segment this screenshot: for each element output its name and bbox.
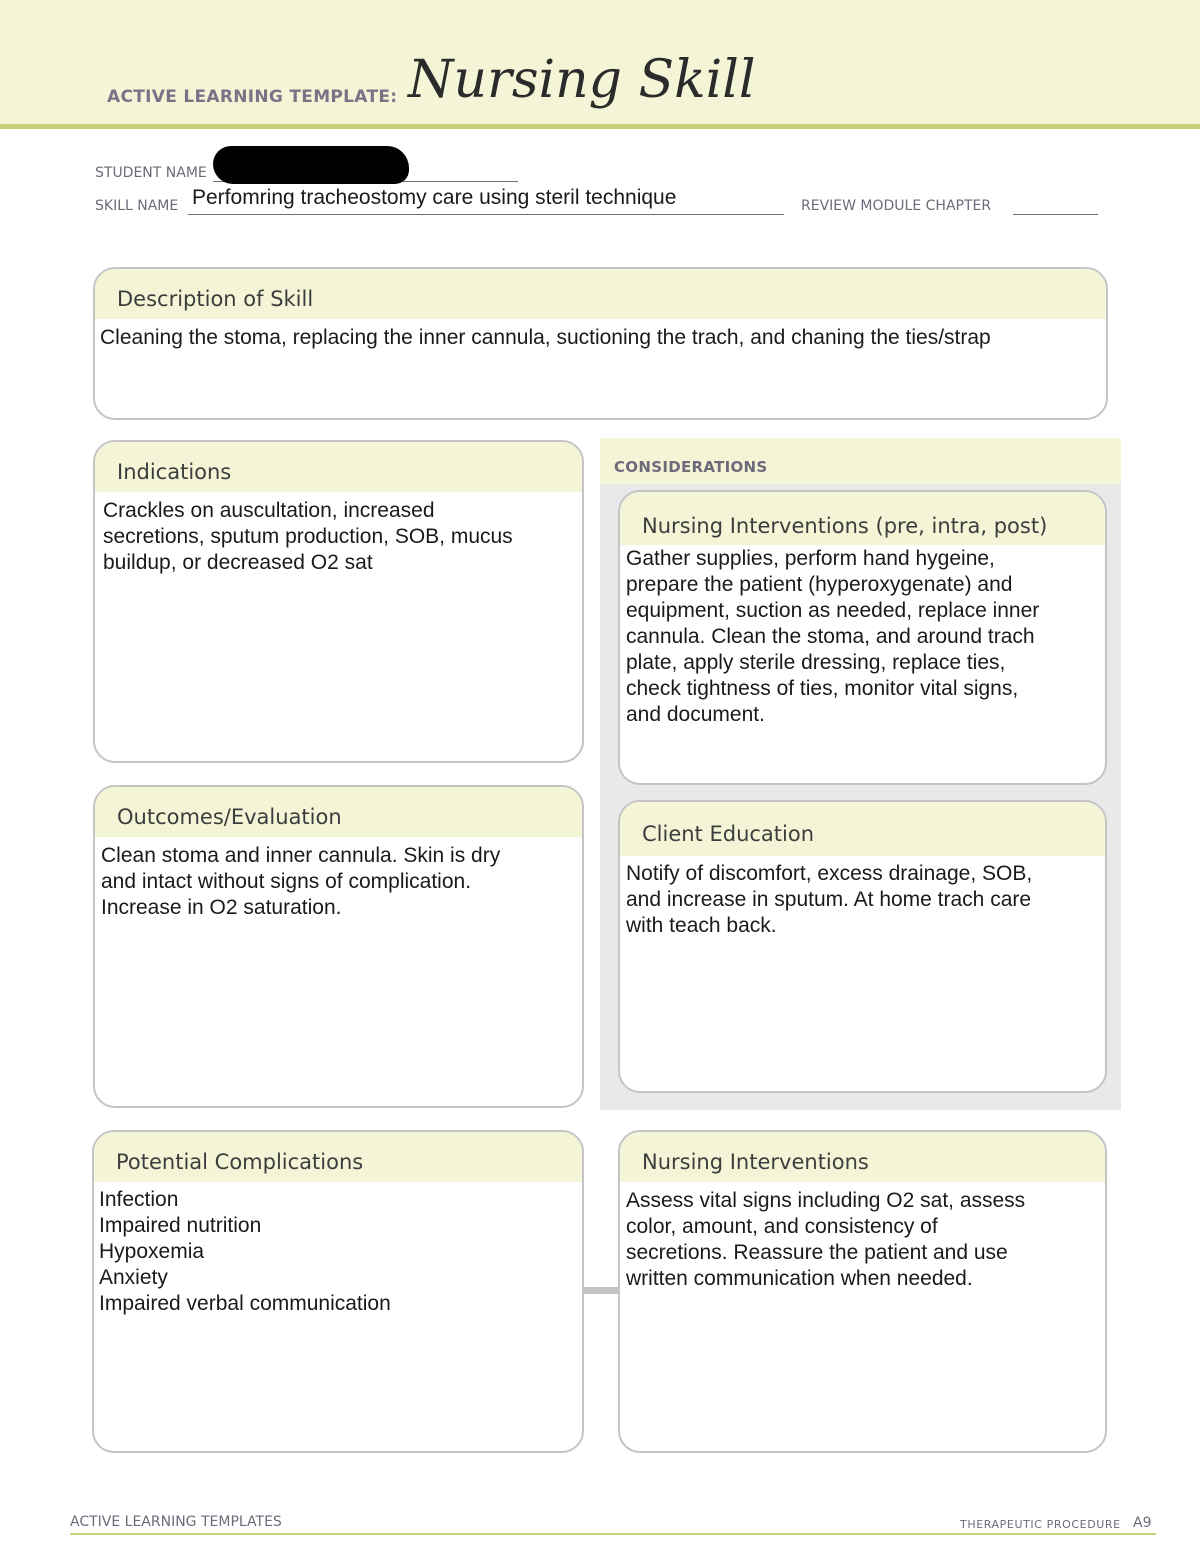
page-number: A9 <box>1133 1515 1152 1531</box>
student-name-label: STUDENT NAME <box>95 165 207 181</box>
nursing-interventions-pre-text[interactable]: Gather supplies, perform hand hygeine, prepare the patient (hyperoxygenate) and equipment, suction as needed, replace inner cannula. Clean the stoma, and around trach plate, apply sterile dressing, replace ties, check tightness of ties, monitor vital signs, and document. <box>626 547 1040 726</box>
skill-name-field[interactable] <box>188 214 784 215</box>
description-heading: Description of Skill <box>95 269 1106 319</box>
page-title: Nursing Skill <box>408 50 756 110</box>
outcomes-heading: Outcomes/Evaluation <box>95 787 582 837</box>
client-education-heading: Client Education <box>620 802 1105 856</box>
footer-rule <box>70 1533 1156 1535</box>
nursing-interventions-box <box>618 1130 1107 1453</box>
skill-name-label: SKILL NAME <box>95 198 179 214</box>
nursing-interventions-pre-heading: Nursing Interventions (pre, intra, post) <box>620 492 1105 545</box>
indications-heading: Indications <box>95 442 582 492</box>
skill-name-value: Perfomring tracheostomy care using steril technique <box>192 186 677 209</box>
description-box <box>93 267 1108 420</box>
redacted-name <box>213 146 409 184</box>
client-education-text[interactable]: Notify of discomfort, excess drainage, SOB, and increase in sputum. At home trach care with teach back. <box>626 862 1033 937</box>
indications-text[interactable]: Crackles on auscultation, increased secretions, sputum production, SOB, mucus buildup, or decreased O2 sat <box>103 499 513 574</box>
complications-text[interactable]: Infection Impaired nutrition Hypoxemia Anxiety Impaired verbal communication <box>99 1188 391 1315</box>
outcomes-text[interactable]: Clean stoma and inner cannula. Skin is dry and intact without signs of complication. Increase in O2 saturation. <box>101 844 501 919</box>
considerations-label: CONSIDERATIONS <box>614 458 768 476</box>
nursing-interventions-heading: Nursing Interventions <box>620 1132 1105 1182</box>
nursing-interventions-text[interactable]: Assess vital signs including O2 sat, assess color, amount, and consistency of secretions. Reassure the patient and use written communication when needed. <box>626 1189 1026 1290</box>
description-text[interactable]: Cleaning the stoma, replacing the inner cannula, suctioning the trach, and chaning the ties/strap <box>100 326 991 349</box>
review-module-label: REVIEW MODULE CHAPTER <box>801 198 992 214</box>
connector-bar <box>582 1287 622 1294</box>
footer-right: THERAPEUTIC PROCEDURE <box>960 1518 1121 1531</box>
client-education-box <box>618 800 1107 1093</box>
complications-heading: Potential Complications <box>94 1132 582 1182</box>
review-module-field[interactable] <box>1013 214 1098 215</box>
template-label: ACTIVE LEARNING TEMPLATE: <box>107 87 398 107</box>
indications-box <box>93 440 584 763</box>
nursing-interventions-pre-box <box>618 490 1107 785</box>
outcomes-box <box>93 785 584 1108</box>
footer-left: ACTIVE LEARNING TEMPLATES <box>70 1514 282 1530</box>
complications-box <box>92 1130 584 1453</box>
